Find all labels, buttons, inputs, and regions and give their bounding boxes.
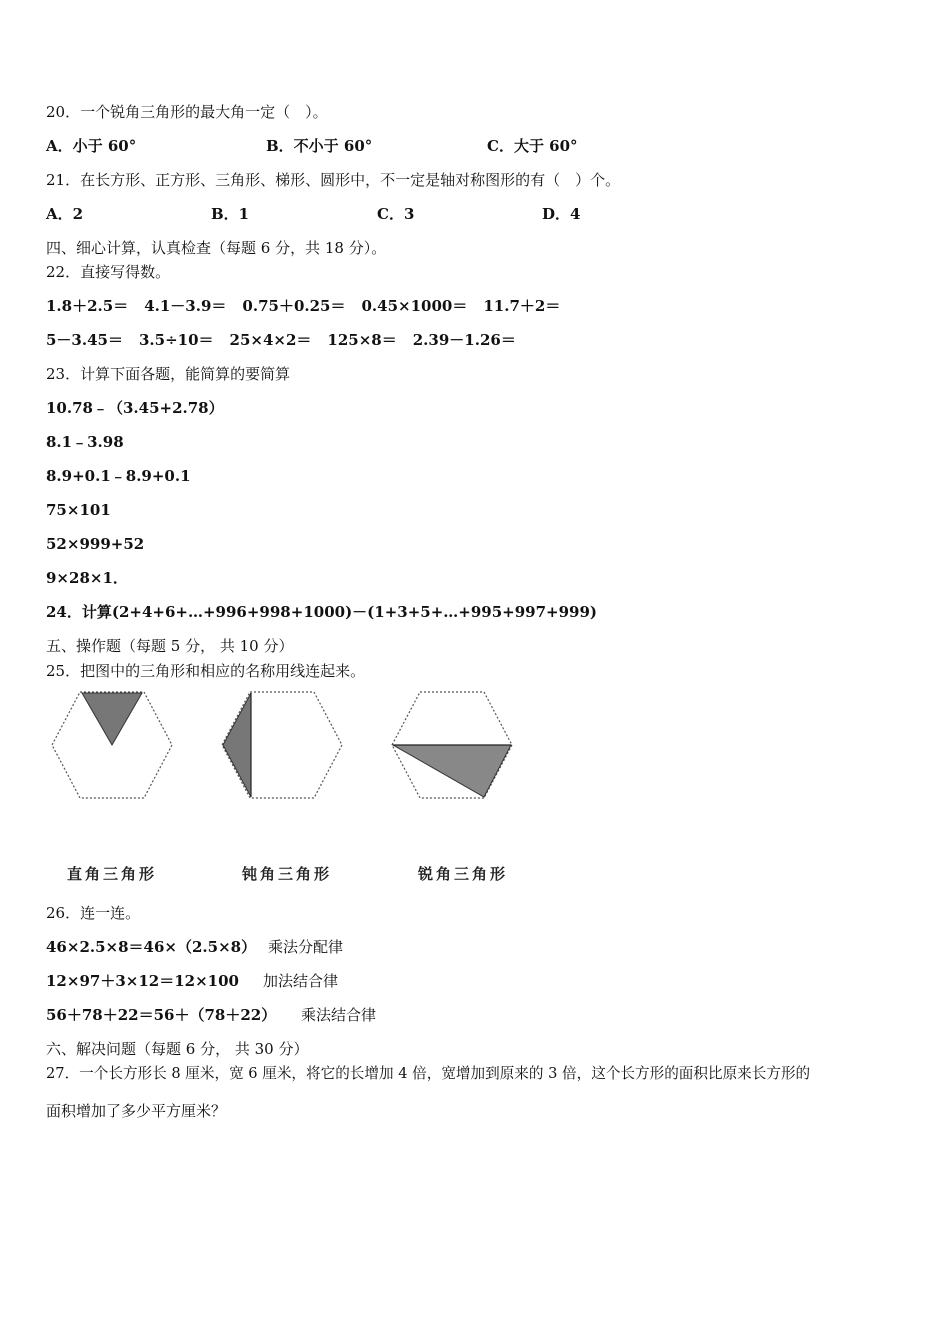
q23-stem: 23．计算下面各题，能简算的要简算 (46, 365, 291, 383)
q23-item: 9×28×1． (46, 569, 128, 587)
q26-right-item[interactable]: 乘法分配律 (268, 938, 344, 956)
q22-row1 (46, 296, 576, 316)
q27-line2: 面积增加了多少平方厘米？ (46, 1102, 227, 1120)
q22-row2 (46, 330, 532, 350)
q22-expr: 2.39－1.26＝ (412, 331, 516, 349)
q22-expr: 1.8＋2.5＝ (46, 297, 129, 315)
q20-option-a[interactable]: A．小于 60° (46, 137, 137, 155)
q22-expr: 0.45×1000＝ (361, 297, 468, 315)
q22-expr: 25×4×2＝ (229, 331, 312, 349)
q22-expr: 3.5÷10＝ (138, 331, 214, 349)
q20-option-b[interactable]: B．不小于 60° (266, 137, 373, 155)
q26-right-item[interactable]: 加法结合律 (263, 972, 339, 990)
q23-item: 75×101 (46, 501, 111, 519)
q27-line1: 27．一个长方形长 8 厘米，宽 6 厘米，将它的长增加 4 倍，宽增加到原来的 3 倍，这个长方形的面积比原来长方形的 (46, 1065, 811, 1082)
q26-left-item[interactable]: 46×2.5×8＝46×（2.5×8） (46, 938, 257, 956)
q23-item: 52×999+52 (46, 535, 145, 553)
section6-heading: 六、解决问题（每题 6 分， 共 30 分） (46, 1040, 309, 1058)
q22-expr: 0.75＋0.25＝ (242, 297, 346, 315)
q22-expr: 4.1－3.9＝ (144, 297, 227, 315)
q22-expr: 11.7＋2＝ (483, 297, 561, 315)
figure-label-right[interactable]: 直角三角形 (67, 865, 158, 883)
q20-stem: 20．一个锐角三角形的最大角一定（ ）。 (46, 103, 328, 121)
q26-left-item[interactable]: 56＋78＋22＝56＋（78＋22） (46, 1006, 277, 1024)
q26-right-item[interactable]: 乘法结合律 (301, 1006, 377, 1024)
hexagon-figure-1 (50, 688, 174, 802)
q21-option-b[interactable]: B．1 (211, 205, 250, 223)
q22-expr: 125×8＝ (327, 331, 397, 349)
shaded-triangle (82, 693, 142, 745)
q26-left-item[interactable]: 12×97＋3×12＝12×100 (46, 972, 239, 990)
shaded-triangle (223, 693, 251, 797)
q26-stem: 26．连一连。 (46, 904, 141, 922)
section4-heading: 四、细心计算，认真检查（每题 6 分，共 18 分）。 (46, 239, 387, 257)
figure-label-obtuse[interactable]: 钝角三角形 (242, 865, 333, 883)
q25-stem: 25．把图中的三角形和相应的名称用线连起来。 (46, 662, 366, 680)
q23-item: 8.9+0.1﹣8.9+0.1 (46, 467, 191, 485)
q22-stem: 22．直接写得数。 (46, 263, 171, 281)
q20-option-c[interactable]: C．大于 60° (487, 137, 578, 155)
q24-stem: 24．计算(2+4+6+…+996+998+1000)－(1+3+5+…+995+997+999) (46, 603, 598, 621)
figure-label-acute[interactable]: 锐角三角形 (418, 865, 509, 883)
q21-option-c[interactable]: C．3 (377, 205, 415, 223)
q22-expr: 5－3.45＝ (46, 331, 123, 349)
hexagon-figure-2 (220, 688, 344, 802)
section5-heading: 五、操作题（每题 5 分， 共 10 分） (46, 637, 294, 655)
q21-option-d[interactable]: D．4 (542, 205, 581, 223)
hexagon-figure-3 (390, 688, 514, 802)
shaded-triangle (393, 745, 511, 797)
q23-item: 8.1﹣3.98 (46, 433, 124, 451)
q21-option-a[interactable]: A．2 (46, 205, 84, 223)
q21-stem: 21．在长方形、正方形、三角形、梯形、圆形中，不一定是轴对称图形的有（ ）个。 (46, 171, 621, 189)
q23-item: 10.78﹣（3.45+2.78） (46, 399, 224, 417)
